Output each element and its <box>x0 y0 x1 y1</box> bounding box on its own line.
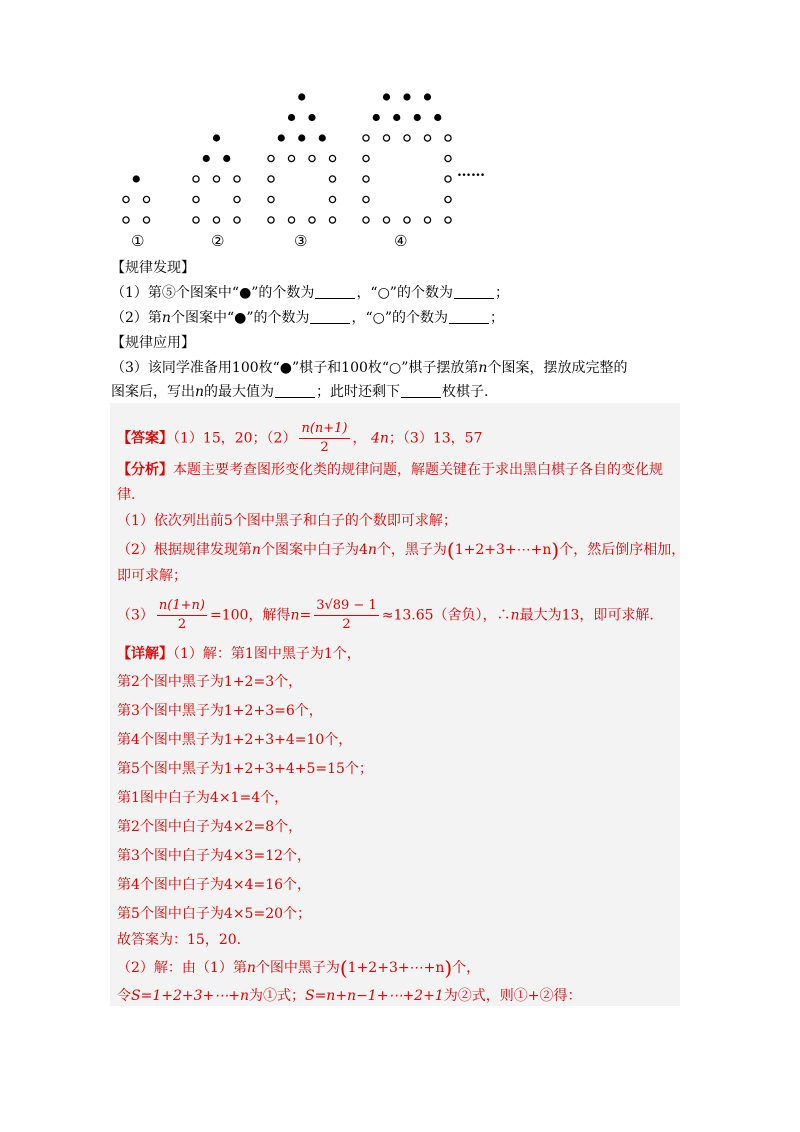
question-2 <box>111 308 504 328</box>
white-piece-dot <box>234 196 240 202</box>
analysis-text-1: 本题主要考查图形变化类的规律问题，解题关键在于求出黑白棋子各自的变化规 <box>173 462 663 478</box>
analysis-line-5: 即可求解； <box>117 568 187 584</box>
analysis-4n-2: n <box>367 542 377 558</box>
black-piece-dot <box>213 134 220 141</box>
answer-line <box>117 420 482 457</box>
black-piece-dot <box>298 93 305 100</box>
black-piece-dot <box>223 155 230 162</box>
white-piece-dot <box>123 196 129 202</box>
white-piece-dot <box>234 176 240 182</box>
white-piece-dot <box>329 217 335 223</box>
q3l2-n: n <box>195 384 205 400</box>
white-piece-dot <box>445 196 451 202</box>
white-piece-dot <box>123 217 129 223</box>
figure-label-2: ② <box>211 232 225 250</box>
answer-part1: （1）15，20；（2） <box>173 430 297 447</box>
white-piece-dot <box>445 217 451 223</box>
white-piece-dot <box>363 196 369 202</box>
detail-white-2: 第2个图中白子为4×2=8个， <box>117 819 303 835</box>
q3l2-prefix: 图案后，写出 <box>111 384 195 400</box>
q2-end: ； <box>490 310 505 326</box>
q2-blank-white <box>449 309 489 324</box>
q3-blank-remaining <box>401 383 441 398</box>
analysis-6n: n <box>290 607 300 624</box>
white-piece-dot <box>213 217 219 223</box>
white-piece-dot <box>363 217 369 223</box>
black-piece-dot <box>288 114 295 121</box>
analysis-6-eq2: = <box>299 607 312 624</box>
white-piece-dot <box>268 176 274 182</box>
white-piece-dot <box>329 176 335 182</box>
analysis-6b: ，解得 <box>248 607 291 624</box>
answer-frac-num: n(n+1) <box>299 420 349 439</box>
analysis-6a: （3） <box>117 607 154 624</box>
black-piece-dot <box>319 134 326 141</box>
q1-blank-black <box>315 284 355 299</box>
white-piece-dot <box>404 217 410 223</box>
q2-prefix: （2）第 <box>111 310 162 326</box>
analysis-6-num: n(1+n) <box>157 597 207 616</box>
black-piece-dot <box>203 155 210 162</box>
analysis-6-frac <box>157 597 207 634</box>
white-piece-dot <box>309 217 315 223</box>
answer-tag: 【答案】 <box>117 430 173 447</box>
white-piece-dot <box>193 176 199 182</box>
white-piece-dot <box>363 176 369 182</box>
analysis-4a: （2）根据规律发现第 <box>117 542 252 558</box>
heading-rule-application: 【规律应用】 <box>111 335 195 351</box>
black-piece-dot <box>393 114 400 121</box>
dot-pattern-diagram <box>110 90 510 250</box>
white-piece-dot <box>363 155 369 161</box>
analysis-6-approx: ≈13.65 <box>381 607 434 624</box>
figure-label-1: ① <box>131 232 145 250</box>
q3-n: n <box>478 360 488 376</box>
white-piece-dot <box>363 135 369 141</box>
white-piece-dot <box>329 155 335 161</box>
analysis-line-6 <box>117 597 654 634</box>
white-piece-dot <box>445 155 451 161</box>
white-piece-dot <box>234 217 240 223</box>
black-piece-dot <box>424 93 431 100</box>
q3l2-end: 枚棋子. <box>442 384 489 400</box>
q2-mid1: 个图案中“●”的个数为 <box>170 310 310 326</box>
q1-mid: ，“○”的个数为 <box>356 285 453 301</box>
analysis-4-sum: 1+2+3+⋯+n <box>454 542 552 558</box>
black-piece-dot <box>373 114 380 121</box>
white-piece-dot <box>288 217 294 223</box>
q3-blank-max-n <box>275 383 315 398</box>
detail-part2-line1: （2）解：由（1）第n个图中黑子为(1+2+3+⋯+n)个， <box>117 956 481 980</box>
question-3-line-1 <box>111 358 627 378</box>
answer-part3: ；（3）13，57 <box>388 430 483 447</box>
analysis-6c: （舍负），∴ <box>433 607 511 624</box>
analysis-6-den2: 2 <box>342 617 351 632</box>
answer-term: 4n <box>370 430 389 447</box>
black-piece-dot <box>434 114 441 121</box>
analysis-6-num2: 3√89 − 1 <box>314 597 379 616</box>
white-piece-dot <box>445 176 451 182</box>
black-piece-dot <box>403 93 410 100</box>
analysis-4c: 个，黑子为 <box>376 542 447 558</box>
detail-black-2: 第3个图中黑子为1+2+3=6个， <box>117 703 323 719</box>
detail-black-4: 第5个图中黑子为1+2+3+4+5=15个； <box>117 761 373 777</box>
analysis-6d: 最大为13，即可求解. <box>519 607 654 624</box>
q1-prefix: （1）第⑤个图案中“●”的个数为 <box>111 285 315 301</box>
q3-prefix: （3）该同学准备用100枚“●”棋子和100枚“○”棋子摆放第 <box>111 360 479 376</box>
analysis-6-den: 2 <box>177 617 187 632</box>
detail-part2-line2: 令S=1+2+3+⋯+n为①式；S=n+n−1+⋯+2+1为②式，则①+②得： <box>117 988 582 1004</box>
detail-white-1: 第1图中白子为4×1=4个， <box>117 790 289 806</box>
q1-blank-white <box>454 284 494 299</box>
detail-conclusion: 故答案为：15，20. <box>117 932 242 948</box>
answer-fraction <box>299 420 349 457</box>
black-piece-dot <box>298 134 305 141</box>
q1-end: ； <box>494 285 509 301</box>
analysis-tag: 【分析】 <box>117 462 173 478</box>
analysis-4n: n <box>251 542 261 558</box>
white-piece-dot <box>143 196 149 202</box>
q2-mid2: ，“○”的个数为 <box>351 310 449 326</box>
q2-n: n <box>161 310 171 326</box>
white-piece-dot <box>288 155 294 161</box>
white-piece-dot <box>309 155 315 161</box>
analysis-line-3: （1）依次列出前5个图中黑子和白子的个数即可求解； <box>117 513 457 529</box>
black-piece-dot <box>133 175 140 182</box>
analysis-line-4: （2）根据规律发现第n个图案中白子为4n个，黑子为(1+2+3+⋯+n)个，然后倒序相加， <box>117 538 686 562</box>
analysis-6-frac2 <box>314 597 379 634</box>
analysis-6-eq: =100 <box>209 607 249 624</box>
analysis-line-2: 律. <box>117 487 136 503</box>
analysis-line-1 <box>117 460 663 480</box>
q3-end: 个图案，摆放成完整的 <box>487 360 628 376</box>
white-piece-dot <box>268 217 274 223</box>
detail-black-3: 第4个图中黑子为1+2+3+4=10个， <box>117 732 353 748</box>
black-piece-dot <box>278 134 285 141</box>
detail-white-3: 第3个图中白子为4×3=12个， <box>117 848 312 864</box>
q3l2-mid2: ；此时还剩下 <box>316 384 401 400</box>
white-piece-dot <box>424 135 430 141</box>
white-piece-dot <box>329 196 335 202</box>
figure-label-4: ④ <box>394 232 408 250</box>
white-piece-dot <box>445 135 451 141</box>
figure-ellipsis: …… <box>457 164 485 180</box>
white-piece-dot <box>143 217 149 223</box>
white-piece-dot <box>213 176 219 182</box>
analysis-4b: 个图案中白子为4 <box>260 542 368 558</box>
white-piece-dot <box>268 155 274 161</box>
black-piece-dot <box>383 93 390 100</box>
question-1 <box>111 283 509 303</box>
dot-pattern-figure <box>110 90 510 250</box>
analysis-4d: 个，然后倒序相加， <box>559 542 686 558</box>
answer-sep: ， <box>352 430 367 447</box>
white-piece-dot <box>193 217 199 223</box>
detail-black-1: 第2个图中黑子为1+2=3个， <box>117 674 303 690</box>
figure-label-3: ③ <box>294 232 308 250</box>
white-piece-dot <box>193 196 199 202</box>
heading-rule-discovery: 【规律发现】 <box>111 260 195 276</box>
black-piece-dot <box>414 114 421 121</box>
detail-line-1 <box>117 644 361 664</box>
white-piece-dot <box>268 196 274 202</box>
q3l2-mid: 的最大值为 <box>204 384 275 400</box>
black-piece-dot <box>308 114 315 121</box>
detail-white-4: 第4个图中白子为4×4=16个， <box>117 877 312 893</box>
white-piece-dot <box>404 135 410 141</box>
detail-white-5: 第5个图中白子为4×5=20个； <box>117 906 312 922</box>
detail-first: （1）解：第1图中黑子为1个， <box>173 646 361 662</box>
white-piece-dot <box>383 135 389 141</box>
detail-tag: 【详解】 <box>117 646 173 662</box>
white-piece-dot <box>424 217 430 223</box>
question-3-line-2 <box>111 382 488 402</box>
q2-blank-black <box>310 309 350 324</box>
analysis-6n-2: n <box>510 607 520 624</box>
white-piece-dot <box>383 217 389 223</box>
answer-frac-den: 2 <box>320 440 329 455</box>
